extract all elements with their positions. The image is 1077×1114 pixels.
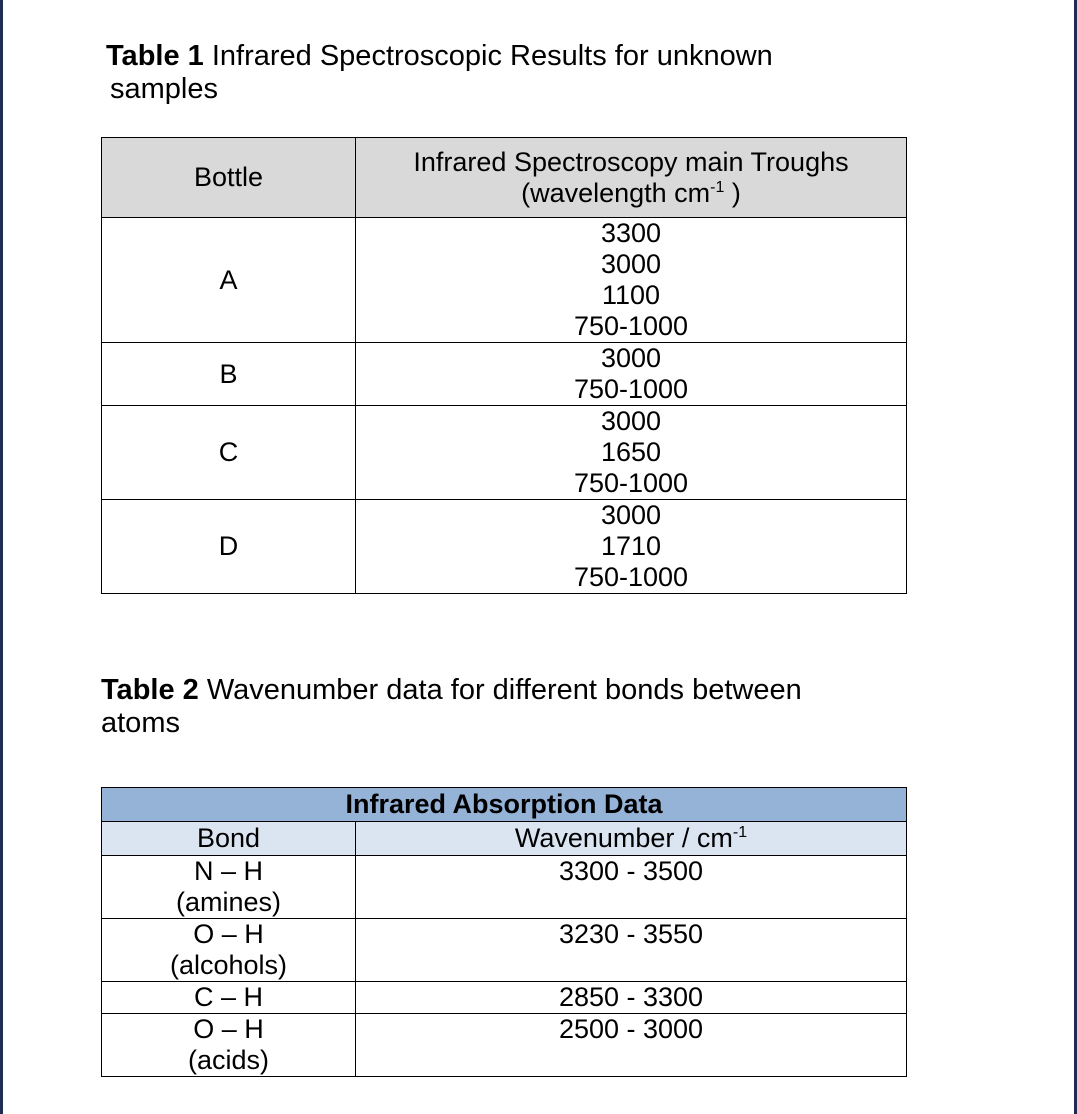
trough-value: 3000	[600, 500, 662, 530]
bottle-cell: D	[102, 500, 356, 594]
bond-note: (alcohols)	[169, 950, 288, 980]
table-row	[102, 1014, 907, 1077]
trough-value: 750-1000	[573, 468, 689, 498]
table-row	[102, 218, 907, 343]
troughs-header-line2: (wavelength cm	[521, 177, 711, 208]
trough-value: 750-1000	[573, 562, 689, 592]
bond-name: O – H	[193, 1014, 264, 1044]
bond-note: (acids)	[187, 1045, 269, 1075]
table-row	[102, 343, 907, 406]
wavenumber-cell: 3300 - 3500	[356, 856, 907, 919]
table2-caption-text: Wavenumber data for different bonds between	[198, 674, 802, 706]
table1-caption-label: Table 1	[106, 40, 204, 72]
wavenumber-cell: 3230 - 3550	[356, 919, 907, 982]
bottle-cell: C	[102, 406, 356, 500]
troughs-header-sup: -1	[710, 178, 725, 196]
wavenumber-column-header	[356, 822, 907, 856]
table-row	[102, 406, 907, 500]
wavenumber-cell: 2850 - 3300	[356, 982, 907, 1014]
troughs-cell	[356, 218, 907, 343]
trough-value: 1710	[600, 531, 662, 561]
bond-cell	[102, 919, 356, 982]
table1-caption	[106, 40, 906, 106]
table-row	[102, 982, 907, 1014]
table-row	[102, 500, 907, 594]
bond-column-header: Bond	[102, 822, 356, 856]
bond-name: C – H	[193, 982, 264, 1012]
trough-value: 750-1000	[573, 374, 689, 404]
wavenumber-header-sup: -1	[732, 824, 748, 841]
page-frame-left	[0, 0, 3, 1114]
infrared-absorption-table	[101, 787, 907, 1077]
trough-value: 1650	[600, 437, 662, 467]
trough-value: 3000	[600, 406, 662, 436]
infrared-results-table	[101, 137, 907, 594]
table2-caption-label: Table 2	[101, 674, 199, 706]
troughs-header-end: )	[724, 177, 741, 208]
table2-caption	[101, 674, 931, 740]
table1-header-row	[102, 138, 907, 218]
bond-cell	[102, 1014, 356, 1077]
trough-value: 1100	[601, 280, 661, 310]
bottle-cell: B	[102, 343, 356, 406]
bottle-cell: A	[102, 218, 356, 343]
troughs-header-line1: Infrared Spectroscopy main Troughs	[413, 146, 849, 177]
bond-name: N – H	[193, 856, 264, 886]
bond-note: (amines)	[175, 887, 282, 917]
trough-value: 3000	[600, 343, 662, 373]
troughs-column-header	[356, 138, 907, 218]
wavenumber-header-text: Wavenumber / cm	[514, 823, 733, 853]
troughs-cell	[356, 406, 907, 500]
table2-title-row	[102, 788, 907, 822]
table1-caption-text-line2: samples	[110, 73, 218, 105]
table-row	[102, 856, 907, 919]
troughs-cell	[356, 343, 907, 406]
bond-cell	[102, 982, 356, 1014]
trough-value: 3300	[600, 218, 662, 248]
table2-caption-text-line2: atoms	[101, 707, 180, 739]
table2-title: Infrared Absorption Data	[102, 788, 907, 822]
table1-caption-text: Infrared Spectroscopic Results for unknown	[203, 40, 773, 72]
bond-name: O – H	[193, 919, 264, 949]
table2-header-row	[102, 822, 907, 856]
table-row	[102, 919, 907, 982]
trough-value: 750-1000	[573, 311, 689, 341]
troughs-cell	[356, 500, 907, 594]
wavenumber-cell: 2500 - 3000	[356, 1014, 907, 1077]
trough-value: 3000	[600, 249, 662, 279]
bottle-column-header: Bottle	[102, 138, 356, 218]
bond-cell	[102, 856, 356, 919]
